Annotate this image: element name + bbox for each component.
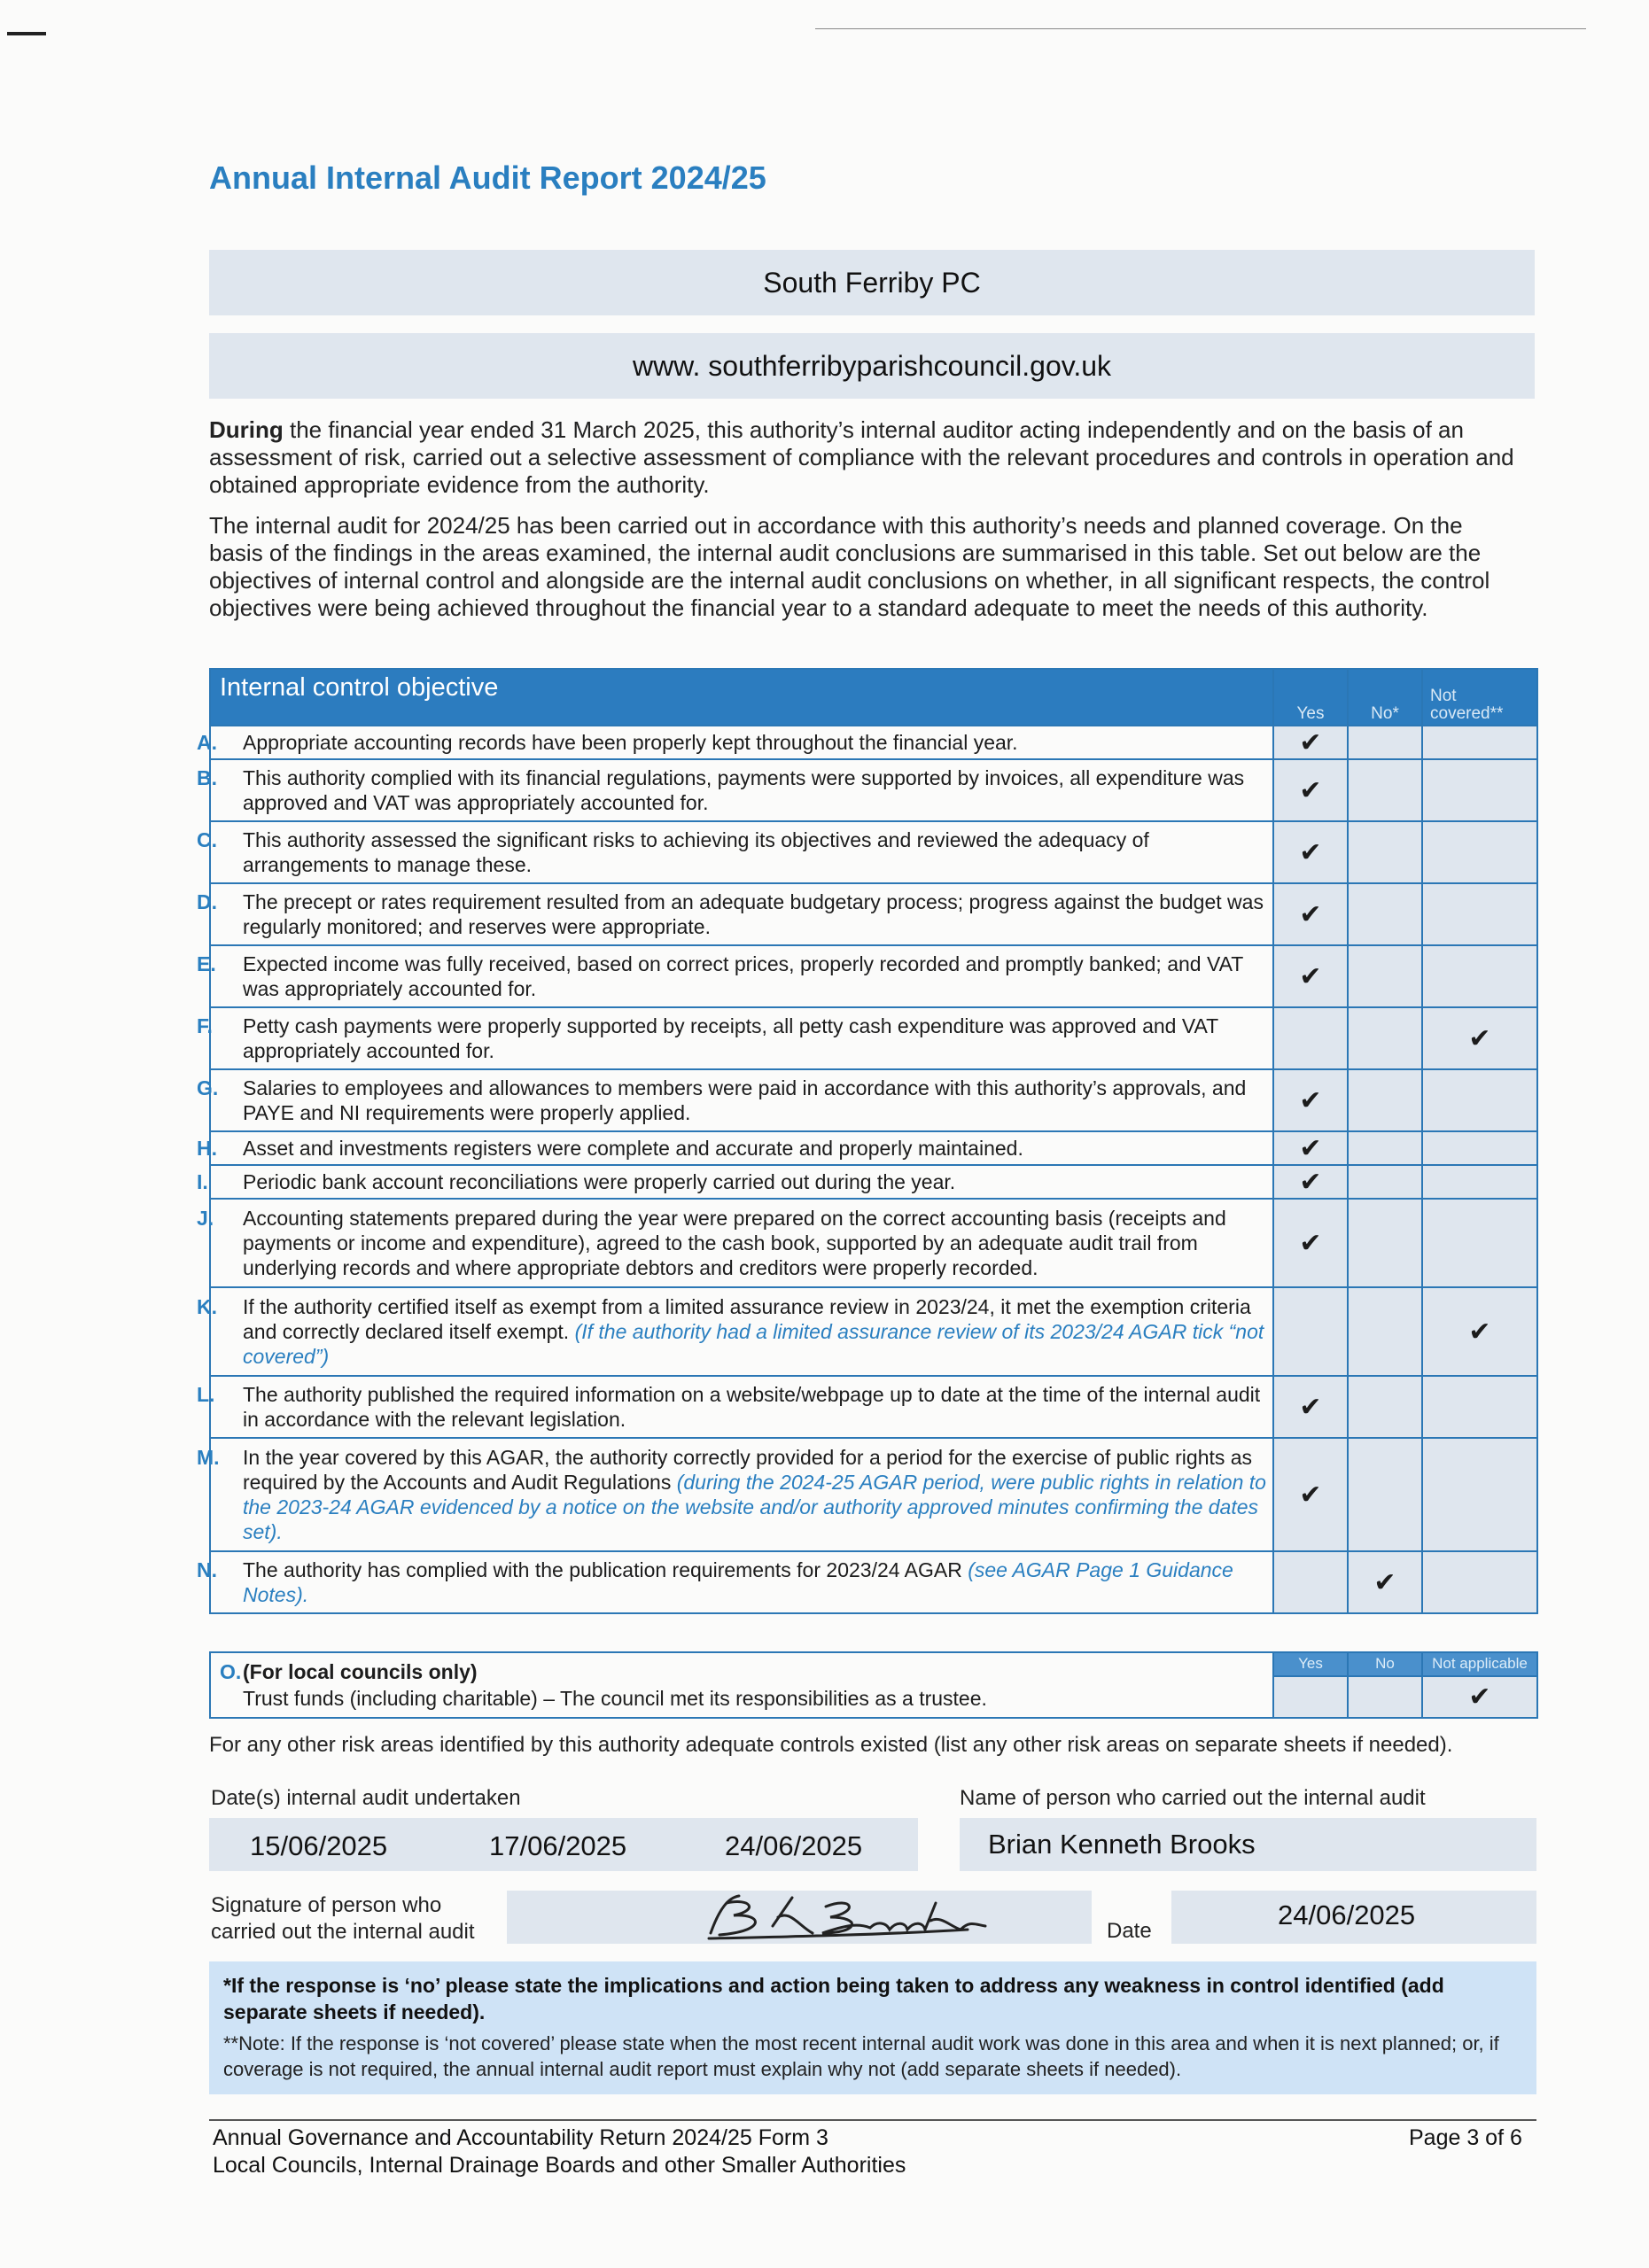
objective-text-cell [197,1165,1273,1199]
control-objectives-table [197,668,1538,1614]
objective-text: The authority has complied with the publication requirements for 2023/24 AGAR [243,1558,962,1581]
response-nc-box[interactable] [1422,1165,1537,1199]
table-header-no: No* [1348,669,1422,726]
objective-text: This authority complied with its financial regulations, payments were supported by invoices, all expenditure was approved and VAT was appropriately accounted for. [243,766,1245,814]
response-yes-box[interactable]: ✔ [1273,1438,1348,1551]
objective-text-cell [197,821,1273,883]
response-no-box[interactable] [1348,1287,1422,1376]
intro-paragraph-1 [209,416,1521,499]
table-header-objective: Internal control objective [210,669,1273,726]
objective-text-cell [197,726,1273,759]
objective-text-cell [197,759,1273,821]
objective-text-cell [197,945,1273,1007]
footer-rule [209,2119,1536,2121]
response-nc-box[interactable] [1422,726,1537,759]
objective-text: Appropriate accounting records have been properly kept throughout the financial year. [243,731,1018,754]
row-o-yes-box[interactable] [1273,1676,1348,1718]
page-title: Annual Internal Audit Report 2024/25 [209,159,766,196]
objective-text: Salaries to employees and allowances to members were paid in accordance with this authority’s approvals, and PAYE and NI requirements were properly applied. [243,1076,1247,1124]
page-number: Page 3 of 6 [1409,2125,1522,2150]
response-yes-box[interactable]: ✔ [1273,726,1348,759]
response-no-box[interactable]: ✔ [1348,1551,1422,1613]
response-nc-box[interactable] [1422,1131,1537,1165]
intro-paragraph-2: The internal audit for 2024/25 has been carried out in accordance with this authority’s needs and planned coverage. On the basis of the findings in the areas examined, the internal audit conclusions are summarised in this table. Set out below are the objectives of internal control and alongside are the internal audit conclusions on whether, in all significant respects, the control objectives were being achieved throughout the financial year to a standard adequate to meet the needs of this authority. [209,512,1490,621]
objective-text-cell [197,1069,1273,1131]
table-row [210,883,1537,945]
row-o-header-na: Not applicable [1422,1652,1537,1676]
objective-text: The precept or rates requirement resulted from an adequate budgetary process; progress against the budget was regularly monitored; and reserves were appropriate. [243,890,1264,938]
response-no-box[interactable] [1348,1376,1422,1438]
no-response-note: *If the response is ‘no’ please state the implications and action being taken to address any weakness in control identified (add separate sheets if needed). [223,1974,1444,2023]
response-yes-box[interactable] [1273,1551,1348,1613]
objective-letter: D. [197,890,217,913]
response-nc-box[interactable] [1422,883,1537,945]
signature-label: Signature of person who carried out the internal audit [211,1893,475,1944]
response-nc-box[interactable] [1422,1376,1537,1438]
table-row [210,1376,1537,1438]
response-nc-box[interactable] [1422,1551,1537,1613]
not-covered-note: **Note: If the response is ‘not covered’ please state when the most recent internal audit work was done in this area and when it is next planned; or, if coverage is not required, the annual internal audit report must explain why not (add separate sheets if needed). [223,2032,1499,2080]
table-row [210,1551,1537,1613]
table-header-yes: Yes [1273,669,1348,726]
objective-letter: B. [197,766,217,789]
authority-name: South Ferriby PC [763,267,981,299]
date-label: Date [1107,1919,1152,1943]
response-no-box[interactable] [1348,759,1422,821]
table-row [210,945,1537,1007]
response-no-box[interactable] [1348,1007,1422,1069]
response-yes-box[interactable]: ✔ [1273,1199,1348,1287]
row-o-no-box[interactable] [1348,1676,1422,1718]
objective-letter: M. [197,1446,220,1469]
response-yes-box[interactable]: ✔ [1273,1069,1348,1131]
objective-text-cell [197,1438,1273,1551]
authority-website: www. southferribyparishcouncil.gov.uk [632,350,1112,382]
dates-field[interactable] [209,1818,918,1871]
objective-letter: E. [197,952,216,975]
objective-text: Accounting statements prepared during the year were prepared on the correct accounting basis (receipts and payments or income and expenditure), agreed to the cash book, supported by an adequate audit trail from underlying records and where appropriate debtors and creditors were properly recorded. [243,1207,1226,1279]
table-row [210,1131,1537,1165]
objective-text-cell [197,1199,1273,1287]
objective-letter: A. [197,731,217,754]
objective-text: Asset and investments registers were complete and accurate and properly maintained. [243,1137,1023,1160]
intro-lead: During [209,416,284,443]
objective-letter: F. [197,1014,213,1037]
table-header-row [210,669,1537,726]
row-o-header-yes: Yes [1273,1652,1348,1676]
response-nc-box[interactable]: ✔ [1422,1287,1537,1376]
row-o-table [209,1651,1538,1719]
auditor-name-field[interactable] [960,1818,1536,1871]
objective-text-cell [197,1007,1273,1069]
response-nc-box[interactable] [1422,945,1537,1007]
objective-letter: K. [197,1295,217,1318]
table-row [210,1287,1537,1376]
response-yes-box[interactable]: ✔ [1273,1131,1348,1165]
objective-letter: G. [197,1076,219,1099]
signature-field[interactable] [507,1891,1092,1944]
objective-text: The authority published the required information on a website/webpage up to date at the time of the internal audit in accordance with the relevant legislation. [243,1383,1261,1431]
audit-date-3: 24/06/2025 [725,1830,863,1861]
row-o-header-no: No [1348,1652,1422,1676]
corner-mark [7,32,46,35]
response-yes-box[interactable] [1273,1287,1348,1376]
response-nc-box[interactable] [1422,759,1537,821]
response-nc-box[interactable] [1422,1069,1537,1131]
table-row [210,1199,1537,1287]
objective-text: Expected income was fully received, based on correct prices, properly recorded and promptly banked; and VAT was appropriately accounted for. [243,952,1243,1000]
response-yes-box[interactable] [1273,1007,1348,1069]
footer-form: Annual Governance and Accountability Return 2024/25 Form 3 Local Councils, Internal Drainage Boards and other Smaller Authorities [213,2125,906,2178]
table-row [210,1069,1537,1131]
row-o-title: (For local councils only) [243,1660,478,1683]
objective-text: This authority assessed the significant risks to achieving its objectives and reviewed the adequacy of arrangements to manage these. [243,828,1149,876]
response-yes-box[interactable]: ✔ [1273,883,1348,945]
table-row [210,759,1537,821]
auditor-name: Brian Kenneth Brooks [988,1829,1256,1860]
intro-p1-text: the financial year ended 31 March 2025, this authority’s internal auditor acting independently and on the basis of an assessment of risk, carried out a selective assessment of compliance with the relevant procedures and controls in operation and obtained appropriate evidence from the authority. [209,416,1514,498]
table-row [210,726,1537,759]
audit-date-2: 17/06/2025 [489,1830,627,1861]
row-o-text: Trust funds (including charitable) – The council met its responsibilities as a trustee. [243,1687,987,1710]
signature-date-field[interactable] [1171,1891,1536,1944]
objective-text: Periodic bank account reconciliations were properly carried out during the year. [243,1170,956,1193]
objective-text: In the year covered by this AGAR, the authority correctly provided for a period for the exercise of public rights as required by the Accounts and Audit Regulations [243,1446,1253,1494]
signature-image [507,1891,1092,1944]
row-o-letter: O. [220,1660,242,1683]
response-no-box[interactable] [1348,883,1422,945]
table-row [210,1438,1537,1551]
response-no-box[interactable] [1348,821,1422,883]
response-yes-box[interactable]: ✔ [1273,821,1348,883]
response-no-box[interactable] [1348,1069,1422,1131]
table-row [210,1007,1537,1069]
table-header-not-covered: Not covered** [1422,669,1537,726]
objective-letter: I. [197,1170,208,1193]
objective-guidance-note: (If the authority had a limited assurance review of its 2023/24 AGAR tick “not covered”) [243,1320,1264,1368]
response-no-box[interactable] [1348,945,1422,1007]
response-yes-box[interactable]: ✔ [1273,945,1348,1007]
response-nc-box[interactable] [1422,821,1537,883]
response-no-box[interactable] [1348,1165,1422,1199]
other-risks-text: For any other risk areas identified by this authority adequate controls existed (list any other risk areas on separate sheets if needed). [209,1733,1453,1757]
response-nc-box[interactable]: ✔ [1422,1007,1537,1069]
audit-date-1: 15/06/2025 [250,1830,388,1861]
response-no-box[interactable] [1348,1199,1422,1287]
top-rule [815,28,1586,29]
objective-letter: L. [197,1383,215,1406]
response-yes-box[interactable]: ✔ [1273,1165,1348,1199]
objective-letter: J. [197,1207,214,1230]
objective-text-cell [197,1376,1273,1438]
objective-text-cell [197,883,1273,945]
objective-text-cell [197,1131,1273,1165]
response-yes-box[interactable]: ✔ [1273,759,1348,821]
row-o-text-cell [210,1652,1273,1718]
row-o-na-box[interactable]: ✔ [1422,1676,1537,1718]
objective-letter: N. [197,1558,217,1581]
authority-name-box [209,250,1535,315]
dates-label: Date(s) internal audit undertaken [211,1786,521,1810]
response-yes-box[interactable]: ✔ [1273,1376,1348,1438]
auditor-label: Name of person who carried out the internal audit [960,1786,1426,1810]
response-no-box[interactable] [1348,1438,1422,1551]
table-row [210,821,1537,883]
objective-letter: C. [197,828,217,851]
objective-letter: H. [197,1137,217,1160]
signature-date: 24/06/2025 [1278,1899,1416,1930]
response-no-box[interactable] [1348,1131,1422,1165]
table-row [210,1165,1537,1199]
authority-website-box [209,333,1535,399]
objective-text-cell [197,1287,1273,1376]
objective-guidance-note: (during the 2024-25 AGAR period, were public rights in relation to the 2023-24 AGAR evidenced by a notice on the website and/or authority approved minutes confirming the dates set). [243,1471,1266,1543]
response-nc-box[interactable] [1422,1199,1537,1287]
objective-text: If the authority certified itself as exempt from a limited assurance review in 2023/24, it met the exemption criteria and correctly declared itself exempt. [243,1295,1251,1343]
objective-text: Petty cash payments were properly supported by receipts, all petty cash expenditure was approved and VAT appropriately accounted for. [243,1014,1218,1062]
response-no-box[interactable] [1348,726,1422,759]
response-nc-box[interactable] [1422,1438,1537,1551]
notes-box [209,1961,1536,2094]
objective-text-cell [197,1551,1273,1613]
objective-guidance-note: (see AGAR Page 1 Guidance Notes). [243,1558,1233,1606]
